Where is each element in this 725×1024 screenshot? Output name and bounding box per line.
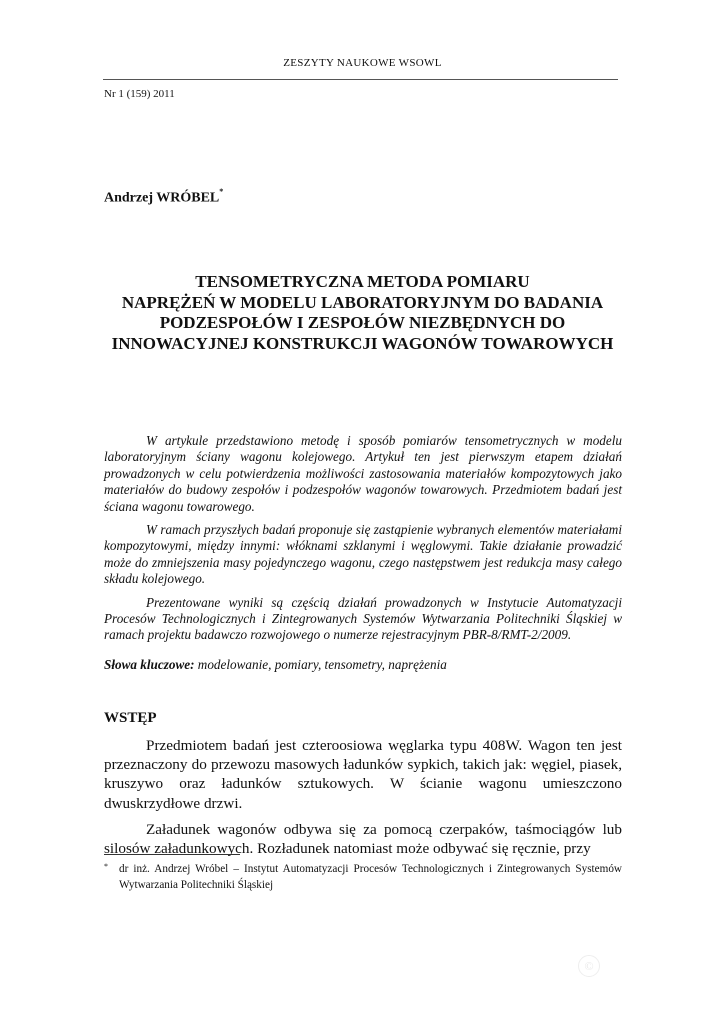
footnote-text: dr inż. Andrzej Wróbel – Instytut Automatyzacji Procesów Technologicznych i Zintegrowanych Systemów Wytwarzania Politechniki Śląskiej bbox=[119, 863, 622, 891]
copyright-watermark-icon: © bbox=[578, 955, 600, 977]
footnote-marker: * bbox=[104, 862, 108, 871]
footnote-divider bbox=[104, 854, 240, 855]
keywords bbox=[104, 657, 622, 673]
author-name: Andrzej WRÓBEL bbox=[104, 190, 220, 206]
issue-number: Nr 1 (159) 2011 bbox=[104, 88, 175, 100]
abstract-paragraph: W artykule przedstawiono metodę i sposób pomiarów tensometrycznych w modelu laboratoryjnym ściany wagonu kolejowego. Artykuł ten jest pierwszym etapem działań prowadzonych w celu potwierdzenia możliwości zastosowania materiałów kompozytowych jako materiałów do budowy zespołów i podzespołów wagonów towarowych. Przedmiotem badań jest ściana wagonu towarowego. bbox=[104, 433, 622, 514]
title-line: INNOWACYJNEJ KONSTRUKCJI WAGONÓW TOWAROWYCH bbox=[111, 333, 614, 353]
keywords-text: modelowanie, pomiary, tensometry, naprężenia bbox=[194, 657, 447, 672]
body-paragraph: Załadunek wagonów odbywa się za pomocą czerpaków, taśmociągów lub silosów załadunkowych. Rozładunek natomiast może odbywać się ręcznie, przy bbox=[104, 820, 622, 858]
title-line: PODZESPOŁÓW I ZESPOŁÓW NIEZBĘDNYCH DO bbox=[159, 313, 566, 332]
header-divider bbox=[103, 79, 618, 80]
abstract bbox=[104, 433, 622, 651]
journal-running-head: ZESZYTY NAUKOWE WSOWL bbox=[283, 57, 442, 69]
abstract-paragraph: W ramach przyszłych badań proponuje się zastąpienie wybranych elementów materiałami kompozytowymi, między innymi: włóknami szklanymi i węglowymi. Takie działanie prowadzić może do zmniejszenia masy pojedynczego wagonu, czego następstwem jest redukcja masy całego składu kolejowego. bbox=[104, 522, 622, 587]
title-line: NAPRĘŻEŃ W MODELU LABORATORYJNYM DO BADANIA bbox=[121, 292, 604, 312]
footnote bbox=[104, 862, 622, 893]
section-heading: WSTĘP bbox=[104, 710, 157, 726]
body-paragraph: Przedmiotem badań jest czteroosiowa węglarka typu 408W. Wagon ten jest przeznaczony do przewozu masowych ładunków sypkich, takich jak: węgiel, piasek, kruszywo oraz ładunków sztukowych. W ścianie wagonu umieszczono dwuskrzydłowe drzwi. bbox=[104, 737, 622, 812]
title-line: TENSOMETRYCZNA METODA POMIARU bbox=[195, 272, 530, 291]
author-footnote-marker: * bbox=[219, 187, 224, 196]
keywords-label: Słowa kluczowe: bbox=[104, 657, 195, 672]
paper-title bbox=[95, 272, 630, 354]
abstract-paragraph: Prezentowane wyniki są częścią działań prowadzonych w Instytucie Automatyzacji Procesów Technologicznych i Zintegrowanych Systemów Wytwarzania Politechniki Śląskiej w ramach projektu badawczo rozwojowego o numerze rejestracyjnym PBR-8/RMT-2/2009. bbox=[104, 594, 622, 643]
section-body bbox=[104, 736, 622, 865]
author-line bbox=[104, 189, 223, 207]
